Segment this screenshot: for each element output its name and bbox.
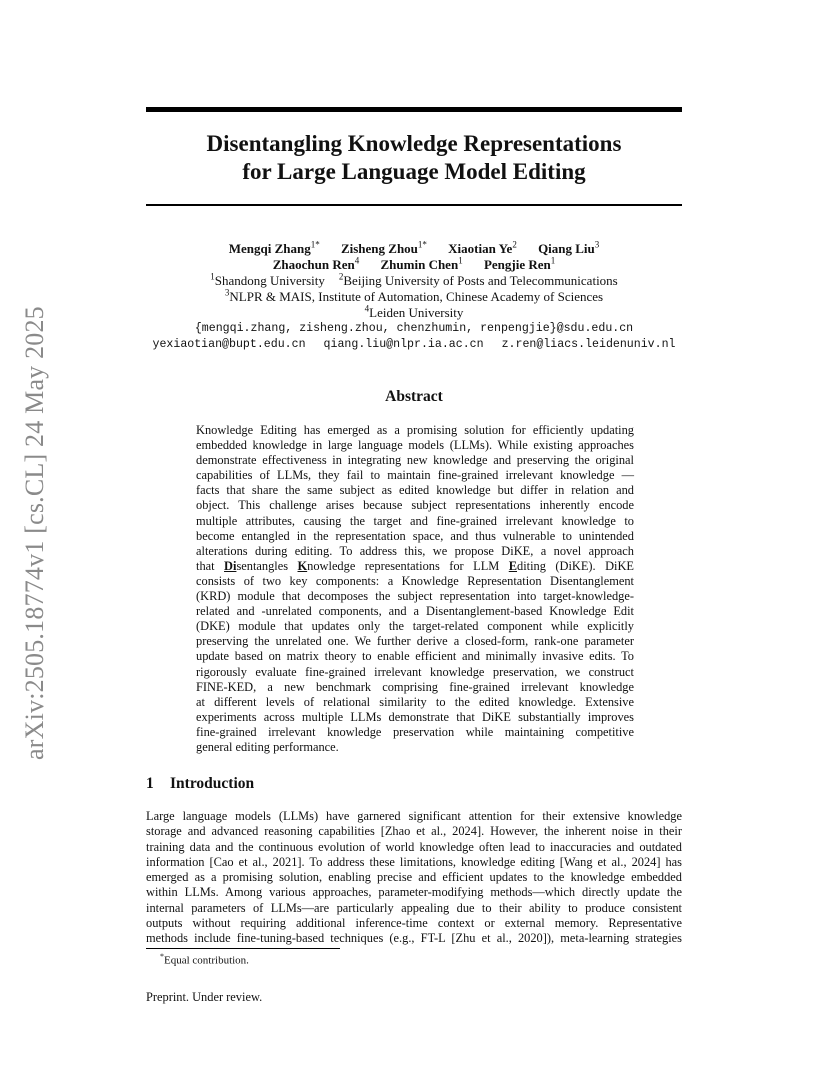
affiliation: Beijing University of Posts and Telecommunications <box>343 273 618 288</box>
abstract-body <box>196 423 634 755</box>
author-sup: 2 <box>512 239 517 250</box>
affiliation-line-3 <box>146 305 682 321</box>
author-name: Zisheng Zhou <box>340 241 418 256</box>
author-block <box>146 241 682 353</box>
section-heading-introduction <box>146 775 254 793</box>
abstract-line: fine-grained irrelevant knowledge preservation while maintaining competitive <box>196 724 634 739</box>
affiliation: NLPR & MAIS, Institute of Automation, Chinese Academy of Sciences <box>229 289 604 304</box>
body-line: methods include fine-tuning-based techniques (e.g., FT-L [Zhu et al., 2020]), meta-learning strategies <box>146 931 682 946</box>
text-span: diting (DiKE). DiKE <box>517 558 634 573</box>
acronym-letter: E <box>508 558 518 573</box>
body-line: outputs without requiring additional inference-time context or external memory. Representative <box>146 916 682 931</box>
body-line: internal parameters of LLMs—are particularly appealing due to their ability to produce consistent <box>146 900 682 915</box>
abstract-line: general editing performance. <box>196 739 339 754</box>
text-span: nowledge representations for LLM <box>307 558 509 573</box>
email-line-2 <box>146 337 682 353</box>
email: yexiaotian@bupt.edu.cn <box>152 338 306 351</box>
arxiv-stamp: arXiv:2505.18774v1 [cs.CL] 24 May 2025 <box>20 306 49 760</box>
author-name: Pengjie Ren <box>483 257 551 272</box>
abstract-line: become entangled in the representation space, and thus vulnerable to unintended <box>196 528 634 543</box>
preprint-notice: Preprint. Under review. <box>146 990 263 1004</box>
affiliation-sup: 1 <box>210 271 215 282</box>
title-line-2: for Large Language Model Editing <box>242 159 586 184</box>
author-sup: 1* <box>417 239 427 250</box>
acronym-letter: Di <box>224 558 237 573</box>
author-name: Zhaochun Ren <box>272 257 355 272</box>
abstract-line: experiments across multiple LLMs demonstrate that DiKE substantially improves <box>196 709 634 724</box>
abstract-line: demonstrate effectiveness in integrating new knowledge and preserving the original <box>196 453 634 468</box>
abstract-line: related and -unrelated components, and a Disentanglement-based Knowledge Edit <box>196 604 634 619</box>
abstract-line: multiple attributes, causing the target and fine-grained irrelevant knowledge to <box>196 513 634 528</box>
footnote-rule <box>146 948 340 949</box>
affiliation-line-1 <box>146 273 682 289</box>
abstract-line: alterations during editing. To address this, we propose DiKE, a novel approach <box>196 543 634 558</box>
section-number: 1 <box>146 775 154 792</box>
abstract-line: update based on matrix theory to enable efficient and minimally invasive edits. To <box>196 649 634 664</box>
footnote-text: Equal contribution. <box>164 954 249 967</box>
body-line: storage and advanced reasoning capabilities [Zhao et al., 2024]. However, the inherent noise in their <box>146 824 682 839</box>
body-line: within LLMs. Among various approaches, parameter-modifying methods—which directly update the <box>146 885 682 900</box>
author-line-2 <box>146 257 682 273</box>
abstract-line: FINE-KED, a new benchmark comprising fine-grained irrelevant knowledge <box>196 679 634 694</box>
body-line: training data and the continuous evolution of world knowledge often lead to inaccuracies and outdated <box>146 839 682 854</box>
footnote <box>160 952 249 967</box>
text-span: that <box>196 558 225 573</box>
abstract-line: rigorously evaluate fine-grained irrelevant knowledge preservation, we construct <box>196 664 634 679</box>
section-title: Introduction <box>170 775 255 792</box>
acronym-letter: K <box>297 558 308 573</box>
author-sup: 4 <box>354 255 360 266</box>
affiliation: Shandong University <box>214 273 325 288</box>
title-line-1: Disentangling Knowledge Representations <box>206 131 622 156</box>
affiliation-line-2 <box>146 289 682 305</box>
author-sup: 1 <box>550 255 556 266</box>
body-line: information [Cao et al., 2021]. To address these limitations, knowledge editing [Wang et al., 2024] has <box>146 854 682 869</box>
author-line-1 <box>146 241 682 257</box>
author-name: Zhumin Chen <box>380 257 459 272</box>
email: qiang.liu@nlpr.ia.ac.cn <box>323 338 484 351</box>
author-name: Qiang Liu <box>538 241 595 256</box>
abstract-line: capabilities of LLMs, they fail to maintain fine-grained irrelevant knowledge — <box>196 468 634 483</box>
abstract-line: preserving the unrelated one. We further derive a closed-form, rank-one parameter <box>196 634 634 649</box>
affiliation: Leiden University <box>369 305 464 320</box>
author-name: Mengqi Zhang <box>228 241 311 256</box>
affiliation-sup: 3 <box>224 287 230 298</box>
footnote-mark: * <box>160 952 164 961</box>
abstract-line: Knowledge Editing has emerged as a promising solution for efficiently updating <box>196 423 634 437</box>
introduction-body <box>146 809 682 947</box>
abstract-line: (KRD) module that decomposes the subject representation into target-knowledge- <box>196 589 634 604</box>
affiliation-sup: 2 <box>338 271 344 282</box>
abstract-line-dike <box>196 559 634 574</box>
abstract-line: at different levels of relational similarity to the edited knowledge. Extensive <box>196 694 634 709</box>
author-sup: 1 <box>458 255 463 266</box>
paper-title <box>146 130 682 186</box>
email-line-1: {mengqi.zhang, zisheng.zhou, chenzhumin, renpengjie}@sdu.edu.cn <box>194 322 634 335</box>
body-line: Large language models (LLMs) have garnered significant attention for their extensive knowledge <box>146 809 682 823</box>
title-bottom-rule <box>146 204 682 206</box>
abstract-line: facts that share the same subject as edited knowledge but differ in relation and <box>196 483 634 498</box>
abstract-line: embedded knowledge in large language models (LLMs). While existing approaches <box>196 438 634 453</box>
abstract-line: (DKE) module that updates only the target-related component while explicitly <box>196 619 634 634</box>
affiliation-sup: 4 <box>364 303 370 314</box>
abstract-line: consists of two key components: a Knowledge Representation Disentanglement <box>196 573 634 588</box>
author-name: Xiaotian Ye <box>448 241 513 256</box>
email: z.ren@liacs.leidenuniv.nl <box>501 338 676 351</box>
abstract-line: object. This challenge arises because subject representations inherently encode <box>196 498 634 513</box>
title-top-rule <box>146 107 682 112</box>
body-line: emerged as a promising solution, enabling precise and efficient updates to the knowledge embedded <box>146 870 682 885</box>
text-span: sentangles <box>236 558 298 573</box>
author-sup: 3 <box>594 239 600 250</box>
abstract-heading: Abstract <box>385 388 443 405</box>
author-sup: 1* <box>310 239 320 250</box>
